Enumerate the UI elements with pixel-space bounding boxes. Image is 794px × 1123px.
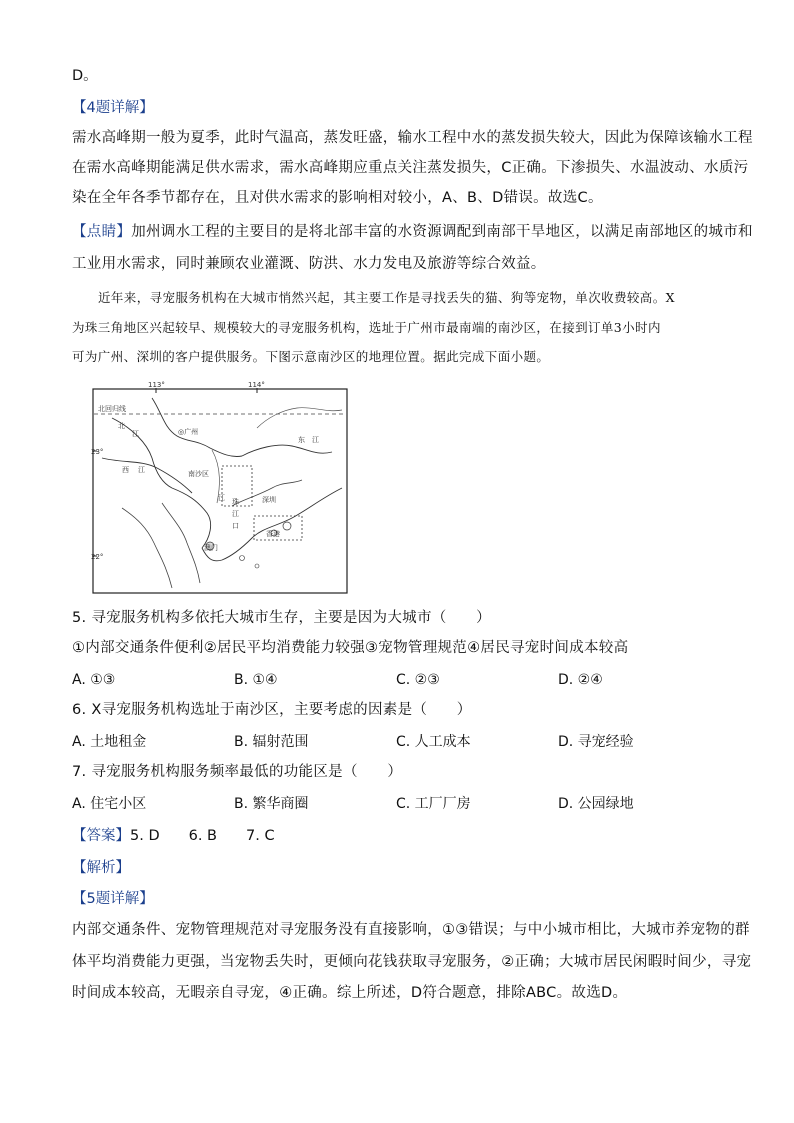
map-river-jiang-1: 江 bbox=[132, 430, 139, 438]
q6-option-b[interactable]: B. 辐射范围 bbox=[234, 734, 309, 750]
dianjing-text-1: 加州调水工程的主要目的是将北部丰富的水资源调配到南部干旱地区，以满足南部地区的城市和 bbox=[131, 224, 753, 240]
map-lat-23: 23° bbox=[91, 448, 104, 456]
map-macau: 澳门 bbox=[204, 544, 218, 552]
q6-option-d[interactable]: D. 寻宠经验 bbox=[558, 734, 634, 750]
q5-detail-line-3: 时间成本较高，无暇亲自寻宠，④正确。综上所述，D符合题意，排除ABC。故选D。 bbox=[72, 985, 628, 1001]
map-river-jiang-2: 江 bbox=[138, 466, 145, 474]
map-hongkong: 香港 bbox=[266, 530, 280, 538]
map-graphic bbox=[91, 381, 348, 594]
map-lon-113: 113° bbox=[148, 381, 165, 389]
dianjing-line-1 bbox=[72, 222, 753, 242]
answer-label: 【答案】 bbox=[72, 828, 130, 844]
q7-option-b[interactable]: B. 繁华商圈 bbox=[234, 796, 309, 812]
map-river-jiang-3: 江 bbox=[312, 436, 319, 444]
map-shenzhen: 深圳 bbox=[262, 496, 276, 504]
map-lat-22: 22° bbox=[91, 553, 104, 561]
map-river-zhu: 珠 bbox=[232, 498, 239, 506]
q6-stem: 6. X寻宠服务机构选址于南沙区，主要考虑的因素是（ ） bbox=[72, 702, 472, 718]
map-river-bei: 北 bbox=[118, 422, 125, 430]
q6-option-c[interactable]: C. 人工成本 bbox=[396, 734, 471, 750]
q7-option-a[interactable]: A. 住宅小区 bbox=[72, 796, 147, 812]
q5-option-b[interactable]: B. ①④ bbox=[234, 672, 278, 688]
q7-option-c[interactable]: C. 工厂厂房 bbox=[396, 796, 471, 812]
passage-line-3: 可为广州、深圳的客户提供服务。下图示意南沙区的地理位置。据此完成下面小题。 bbox=[72, 349, 550, 364]
map-river-kou: 口 bbox=[232, 522, 239, 530]
q5-detail-line-1: 内部交通条件、宠物管理规范对寻宠服务没有直接影响，①③错误；与中小城市相比，大城市养宠物的群 bbox=[72, 922, 750, 938]
q5-detail-heading: 【5题详解】 bbox=[72, 891, 154, 907]
q5-statements: ①内部交通条件便利②居民平均消费能力较强③宠物管理规范④居民寻宠时间成本较高 bbox=[72, 640, 629, 656]
map-river-dong: 东 bbox=[298, 436, 305, 444]
q5-stem: 5. 寻宠服务机构多依托大城市生存，主要是因为大城市（ ） bbox=[72, 610, 491, 626]
answer-line bbox=[72, 826, 275, 846]
q4-detail-line-1: 需水高峰期一般为夏季，此时气温高，蒸发旺盛，输水工程中水的蒸发损失较大，因此为保障该输水工程 bbox=[72, 130, 753, 146]
dianjing-line-2: 工业用水需求，同时兼顾农业灌溉、防洪、水力发电及旅游等综合效益。 bbox=[72, 256, 546, 272]
q4-detail-line-2: 在需水高峰期能满足供水需求，需水高峰期应重点关注蒸发损失，C正确。下渗损失、水温波动、水质污 bbox=[72, 160, 749, 176]
map-nansha: 南沙区 bbox=[188, 470, 209, 478]
dianjing-label: 【点睛】 bbox=[72, 224, 132, 240]
q4-detail-heading: 【4题详解】 bbox=[72, 100, 154, 116]
passage-line-1: 近年来，寻宠服务机构在大城市悄然兴起，其主要工作是寻找丢失的猫、狗等宠物，单次收费较高。X bbox=[98, 290, 675, 305]
q4-detail-line-3: 染在全年各季节都存在，且对供水需求的影响相对较小，A、B、D错误。故选C。 bbox=[72, 190, 603, 206]
q5-option-a[interactable]: A. ①③ bbox=[72, 672, 116, 688]
passage-line-2: 为珠三角地区兴起较早、规模较大的寻宠服务机构，选址于广州市最南端的南沙区，在接到订单3小时内 bbox=[72, 320, 661, 335]
q7-stem: 7. 寻宠服务机构服务频率最低的功能区是（ ） bbox=[72, 764, 403, 780]
q5-option-c[interactable]: C. ②③ bbox=[396, 672, 440, 688]
map-river-jiang-5: 江 bbox=[218, 494, 225, 502]
q6-option-a[interactable]: A. 土地租金 bbox=[72, 734, 147, 750]
answer-fragment: D。 bbox=[72, 68, 98, 84]
analysis-label: 【解析】 bbox=[72, 860, 130, 876]
map-guangzhou: ◎广州 bbox=[178, 428, 199, 436]
map-river-xi: 西 bbox=[122, 466, 129, 474]
map-tropic-label: 北回归线 bbox=[98, 405, 126, 413]
map-lon-114: 114° bbox=[248, 381, 265, 389]
q5-option-d[interactable]: D. ②④ bbox=[558, 672, 603, 688]
nansha-location-map bbox=[91, 381, 348, 594]
map-river-jiang-4: 江 bbox=[232, 510, 239, 518]
answer-values: 5. D 6. B 7. C bbox=[130, 828, 275, 844]
q7-option-d[interactable]: D. 公园绿地 bbox=[558, 796, 634, 812]
q5-detail-line-2: 体平均消费能力更强，当宠物丢失时，更倾向花钱获取寻宠服务，②正确；大城市居民闲暇时间少，寻宠 bbox=[72, 954, 752, 970]
